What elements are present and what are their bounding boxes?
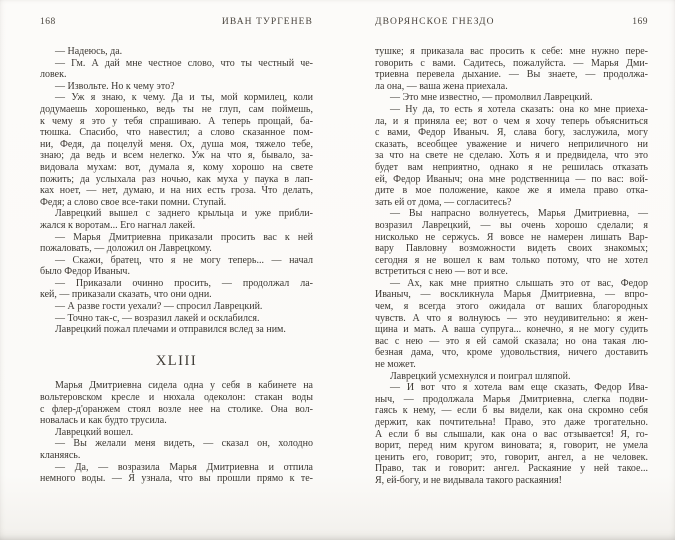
running-head-left-title: ИВАН ТУРГЕНЕВ <box>221 17 313 27</box>
text-line: к чему я это у тебя спрашиваю. А теперь прощай, ба- <box>40 115 313 127</box>
text-line: гаясь к нему, — если б вы видели, как она скромно себя <box>375 405 648 417</box>
text-line: дите в мое положение, какое же я имела право отка- <box>375 185 648 197</box>
text-line: зать ей от дома, — согласитесь? <box>375 196 512 208</box>
page-number-right: 169 <box>632 17 648 27</box>
text-line: за что на свете не сделаю. Хоть я и предвидела, что это <box>375 150 648 162</box>
text-line: ни, Федя, да поцелуй меня. Ох, душа моя, тяжело тебе, <box>40 138 313 150</box>
text-line: Право, так и говорит: ангел. Раскаяние у ней такое... <box>375 463 648 475</box>
text-line: тюшка. Спасибо, что навестил; а слово сказанное пом- <box>40 127 313 139</box>
text-line: — Скажи, братец, что я не могу теперь... — начал <box>55 254 313 266</box>
text-line: пожить; да услыхала раз ночью, как муха у паука в лап- <box>40 173 313 185</box>
text-line: — И вот что я хотела вам еще сказать, Федор Ива- <box>390 382 648 394</box>
text-line: — Вы напрасно волнуетесь, Марья Дмитриевна, — <box>390 208 648 220</box>
text-line: ла, и я приняла ее; вот о чем я хочу теперь объясниться <box>375 115 648 127</box>
text-line: Лаврецкий усмехнулся и поиграл шляпой. <box>390 370 571 382</box>
text-line: — Ах, как мне приятно слышать это от вас, Федор <box>390 277 648 289</box>
paragraph <box>40 324 313 336</box>
text-line: ках ноет, — нет, думаю, и на них есть гроза. Что делать, <box>40 185 313 197</box>
text-line: с вами, Федор Иваныч. Я, слава богу, заслужила, могу <box>375 127 648 139</box>
text-line: держит, как почтительна! Право, это даже трогательно. <box>375 417 648 428</box>
text-line: вас с нею — это я ей самой сказала; но она такая лю- <box>375 335 648 347</box>
text-line: щина и мать. А ваша супруга... конечно, я не могу судить <box>375 324 648 336</box>
text-line: пожаловать, — доложил он Лаврецкому. <box>40 243 212 255</box>
text-line: триевна перевела дыхание. — Вы знаете, — продолжа- <box>375 69 648 81</box>
text-line: не может. <box>375 359 416 371</box>
paragraph <box>40 380 313 426</box>
text-line: жался к воротам... Его нагнал лакей. <box>40 219 196 231</box>
text-line: будет вам неприятно, однако я не решилась отказать <box>375 161 648 173</box>
text-line: Иваныч, — воскликнула Марья Дмитриевна, — впро- <box>375 289 648 301</box>
text-line: чувств. А что я волнуюсь — это неудивительно: я жен- <box>375 312 648 324</box>
text-line: немного воды. — Я узнала, что вы прошли прямо к те- <box>40 473 313 485</box>
text-line: А если б вы слышали, как она о вас отзывается! Я, го- <box>375 428 648 440</box>
page-169-body-text <box>375 46 648 487</box>
text-line: говорить с вами. Садитесь, пожалуйста. — Марья Дми- <box>375 57 648 69</box>
text-line: Лаврецкий вошел. <box>55 426 134 438</box>
text-line: нисколько не сержусь. Я вовсе не намерен лишать Вар- <box>375 231 648 243</box>
text-line: было Федор Иваныч. <box>40 266 130 278</box>
text-line: безная дама, что, кроме удовольствия, ничего доставить <box>375 347 648 359</box>
paragraph <box>40 208 313 231</box>
page-number-left: 168 <box>40 17 56 27</box>
text-line: — Извольте. Но к чему это? <box>55 80 175 92</box>
paragraph <box>40 438 313 461</box>
text-line: Лаврецкий пожал плечами и отправился вслед за ним. <box>55 324 286 336</box>
text-line: — Вы желали меня видеть, — сказал он, холодно <box>55 438 313 450</box>
text-line: кланяясь. <box>40 450 81 461</box>
text-line: вольтеровском кресле и нюхала одеколон: стакан воды <box>40 392 313 404</box>
text-line: новалась и как будто трусила. <box>40 415 167 427</box>
page-168 <box>40 17 313 485</box>
text-line: ценить его, говорит; это, говорит, ангел, а не человек. <box>375 451 648 463</box>
text-line: — Марья Дмитриевна приказали просить вас к ней <box>55 231 313 243</box>
text-line: — Ну да, то есть я хотела сказать: она ко мне приеха- <box>390 103 648 115</box>
text-line: — А разве гости уехали? — спросил Лаврецкий. <box>55 301 263 313</box>
text-line: тушке; я приказала вас просить к себе: мне нужно пере- <box>375 46 648 57</box>
text-line: ныч, — продолжала Марья Дмитриевна, слегка подви- <box>375 393 648 405</box>
paragraph <box>40 46 313 58</box>
running-head-left <box>40 17 313 29</box>
text-line: — Приказали очинно просить, — продолжал ла- <box>55 277 313 289</box>
text-line: Федя; а слово свое все-таки помни. Ступай. <box>40 196 227 208</box>
chapter-heading: XLIII <box>155 352 198 369</box>
text-line: вару Павловну возможности видеть своих знакомых; <box>375 243 648 255</box>
paragraph <box>40 92 313 208</box>
text-line: додумаешь хорошенько, ведь ты не глуп, сам поймешь, <box>40 103 313 115</box>
paragraph <box>40 427 313 439</box>
paragraph <box>375 46 648 92</box>
text-line: с флер-д'оранжем стоял возле нее на столике. Она вол- <box>40 403 313 415</box>
text-line: ловек. <box>40 69 67 81</box>
paragraph <box>40 301 313 313</box>
text-line: Лаврецкий вышел с заднего крыльца и уже прибли- <box>55 208 313 220</box>
text-line: ворит, перед ним кругом виновата; я, говорит, не умела <box>375 440 648 452</box>
text-line: — Точно так-с, — возразил лакей и осклабился. <box>55 312 260 324</box>
page-169 <box>375 17 648 487</box>
paragraph <box>375 104 648 208</box>
text-line: видовала мухам: вот, думала я, кому хорошо на свете <box>40 161 313 173</box>
text-line: кей, — приказали сказать, что они одни. <box>40 289 212 301</box>
text-line: — Это мне известно, — промолвил Лаврецкий. <box>390 92 593 104</box>
paragraph <box>40 255 313 278</box>
paragraph <box>40 462 313 485</box>
paragraph <box>375 92 648 104</box>
text-line: — Надеюсь, да. <box>55 46 123 57</box>
text-line: сказать, всеобщее уважение и ничего неприличного ни <box>375 138 648 150</box>
paragraph <box>40 81 313 93</box>
paragraph <box>375 371 648 383</box>
paragraph <box>40 58 313 81</box>
paragraph <box>40 232 313 255</box>
page-168-body-text <box>40 46 313 485</box>
paragraph <box>375 208 648 278</box>
paragraph <box>375 382 648 486</box>
text-line: возразил Лаврецкий, — вы очень хорошо сделали; я <box>375 219 648 231</box>
text-line: Я, ей-богу, и не видывала такого раскаяния! <box>375 474 562 486</box>
text-line: — Уж я знаю, к чему. Да и ты, мой кормилец, коли <box>55 92 313 104</box>
text-line: — Гм. А дай мне честное слово, что ты честный че- <box>55 57 313 69</box>
text-line: сегодня я не вошел к вам только потому, что не хотел <box>375 254 648 266</box>
running-head-right <box>375 17 648 29</box>
text-line: ей, Федор Иваныч; она мне родственница — по вас: вой- <box>375 173 648 185</box>
paragraph <box>375 278 648 371</box>
running-head-right-title: ДВОРЯНСКОЕ ГНЕЗДО <box>375 17 495 27</box>
text-line: знаю; да ведь и всем нелегко. Уж на что я, бывало, за- <box>40 150 313 162</box>
text-line: Марья Дмитриевна сидела одна у себя в кабинете на <box>55 380 313 392</box>
paragraph <box>40 278 313 301</box>
text-line: встретиться с нею — вот и все. <box>375 266 508 278</box>
text-line: чем, я всегда этого ожидала от ваших благородных <box>375 301 648 313</box>
paragraph <box>40 313 313 325</box>
text-line: ла она, — ваша жена приехала. <box>375 80 508 92</box>
text-line: — Да, — возразила Марья Дмитриевна и отпила <box>55 461 313 473</box>
